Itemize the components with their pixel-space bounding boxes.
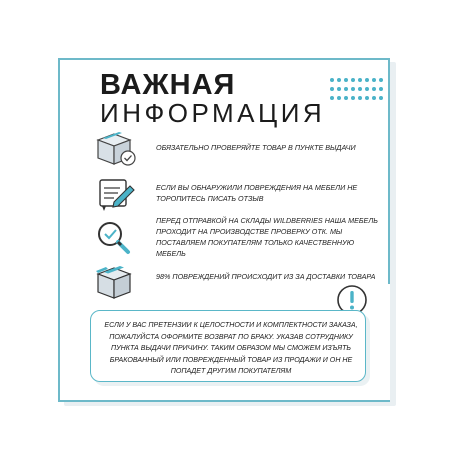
item-2-text: ЕСЛИ ВЫ ОБНАРУЖИЛИ ПОВРЕЖДЕНИЯ НА МЕБЕЛИ НЕ ТОРОПИТЕСЬ ПИСАТЬ ОТЗЫВ: [156, 183, 358, 203]
decorative-dot: [365, 96, 369, 100]
decorative-dot: [365, 78, 369, 82]
item-4-text: 98% ПОВРЕЖДЕНИЙ ПРОИСХОДИТ ИЗ ЗА ДОСТАВКИ ТОВАРА: [156, 272, 376, 281]
decorative-dot: [379, 78, 383, 82]
decorative-dot: [330, 87, 334, 91]
decorative-dot: [344, 96, 348, 100]
decorative-dot: [337, 78, 341, 82]
decorative-dot: [379, 96, 383, 100]
decorative-dot: [337, 87, 341, 91]
decorative-dot: [372, 78, 376, 82]
decorative-dot: [358, 96, 362, 100]
decorative-dot: [365, 87, 369, 91]
card-right-border: [388, 58, 390, 284]
decorative-dot: [372, 96, 376, 100]
decorative-dot: [330, 96, 334, 100]
decorative-dot: [337, 96, 341, 100]
item-3-text: ПЕРЕД ОТПРАВКОЙ НА СКЛАДЫ WILDBERRIES НАША МЕБЕЛЬ ПРОХОДИТ НА ПРОИЗВОДСТВЕ ПРОВЕРКУ ОТК. МЫ ПОСТАВЛЯЕМ ПОКУПАТЕЛЯМ ТОЛЬКО КАЧЕСТВЕННУЮ МЕБЕЛЬ: [156, 216, 378, 258]
decorative-dot: [351, 87, 355, 91]
decorative-dot: [351, 96, 355, 100]
decorative-dot: [344, 78, 348, 82]
decorative-dot: [344, 87, 348, 91]
decorative-dot: [351, 78, 355, 82]
decorative-dots: [330, 78, 382, 104]
box-check-icon: [92, 128, 138, 168]
decorative-dot: [330, 78, 334, 82]
decorative-dot: [358, 87, 362, 91]
page-title: ВАЖНАЯ: [100, 69, 236, 101]
page-subtitle: ИНФОРМАЦИЯ: [100, 98, 326, 128]
item-1-text: ОБЯЗАТЕЛЬНО ПРОВЕРЯЙТЕ ТОВАР В ПУНКТЕ ВЫДАЧИ: [156, 143, 356, 152]
decorative-dot: [358, 78, 362, 82]
decorative-dot: [372, 87, 376, 91]
note-pen-icon: [92, 174, 138, 214]
decorative-dot: [379, 87, 383, 91]
magnifier-check-icon: [92, 218, 138, 258]
notice-text: ЕСЛИ У ВАС ПРЕТЕНЗИИ К ЦЕЛОСТНОСТИ И КОМПЛЕКТНОСТИ ЗАКАЗА, ПОЖАЛУЙСТА ОФОРМИТЕ ВОЗВРАТ ПО БРАКУ. УКАЗАВ СОТРУДНИКУ ПУНКТА ВЫДАЧИ ПРИЧИНУ. ТАКИМ ОБРАЗОМ МЫ СМОЖЕМ ИЗЪЯТЬ БРАКОВАННЫЙ ИЛИ ПОВРЕЖДЕННЫЙ ТОВАР ИЗ ПРОДАЖИ И ОН НЕ ПОПАДЕТ ДРУГИМ ПОКУПАТЕЛЯМ: [104, 321, 358, 375]
box-icon: [92, 262, 138, 302]
